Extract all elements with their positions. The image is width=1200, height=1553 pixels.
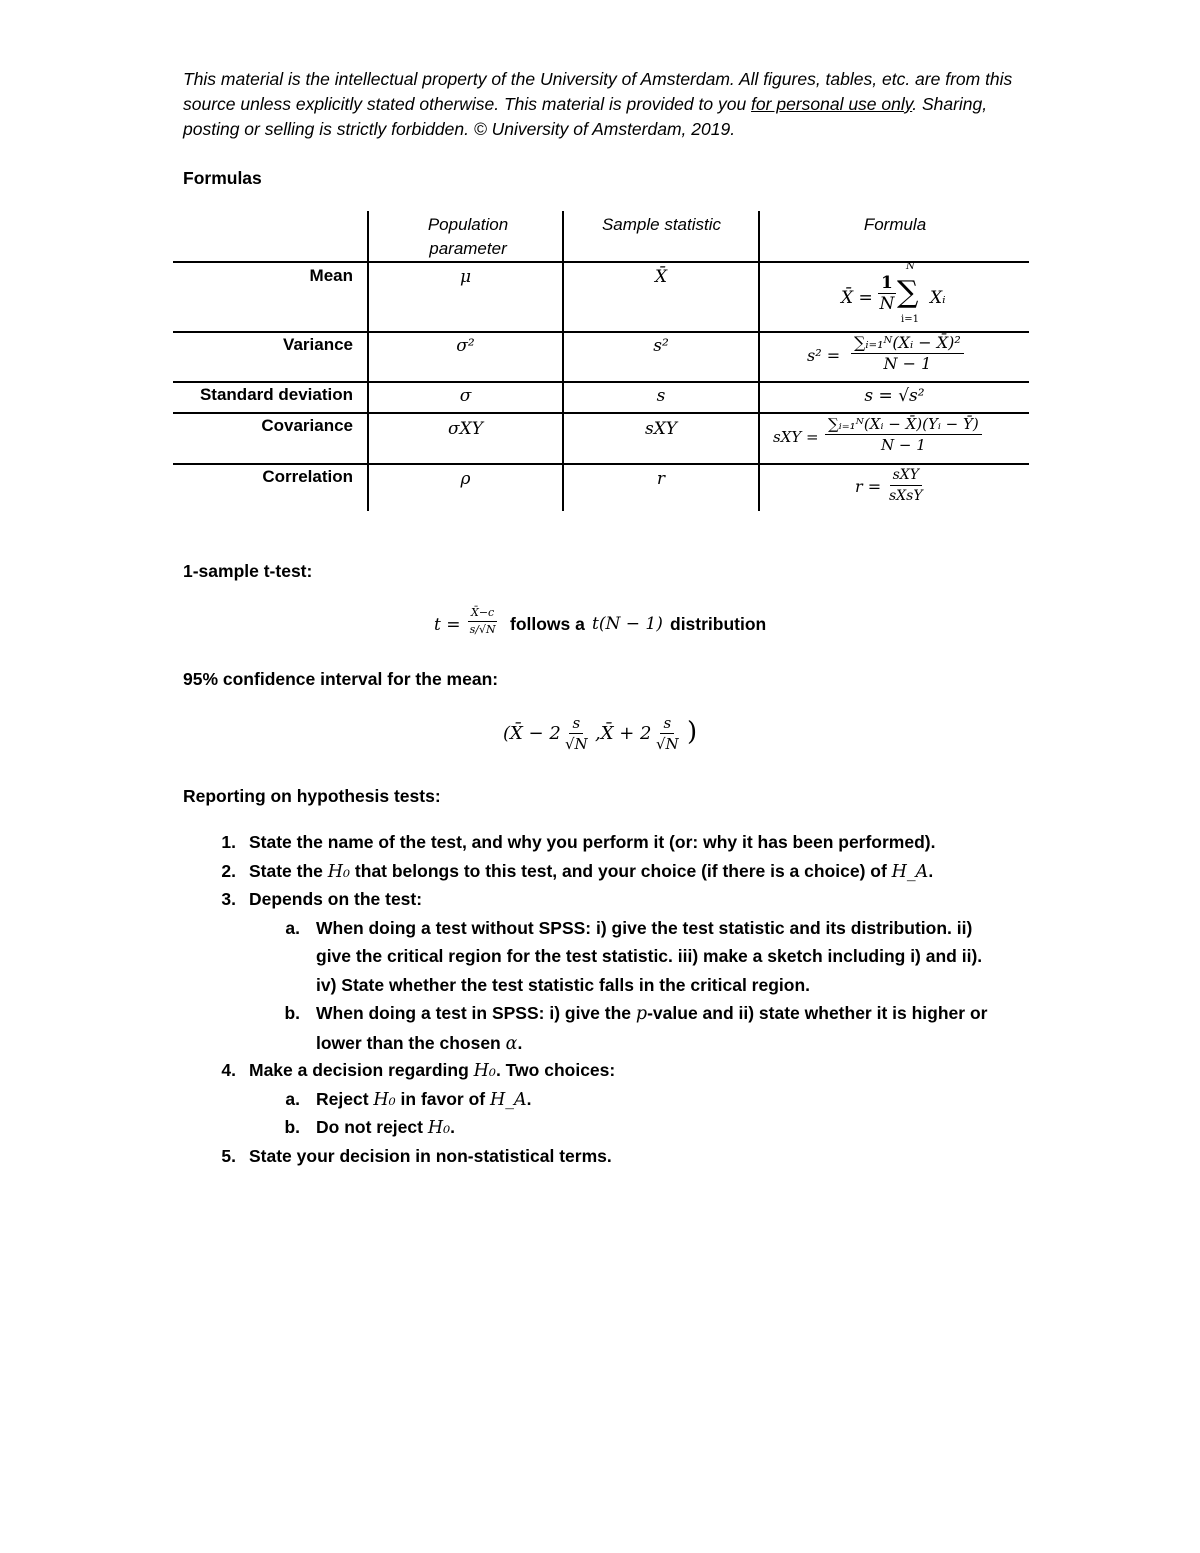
list-item-text-part: When doing a test in SPSS: i) give the <box>316 1003 636 1023</box>
list-item-text <box>316 1113 1006 1143</box>
reporting-list <box>183 828 1013 1170</box>
covariance-fraction-num: ∑ᵢ₌₁ᴺ(Xᵢ − X̄)(Yᵢ − Ȳ) <box>825 414 982 435</box>
math-h0: H₀ <box>473 1061 496 1081</box>
list-item-text-part: Make a decision regarding <box>249 1060 474 1080</box>
sd-population: σ <box>459 386 472 406</box>
mean-fraction-den: N <box>879 294 895 314</box>
list-item-number: 4. <box>221 1060 236 1080</box>
variance-fraction <box>851 333 964 374</box>
ci-left-part: (X̄ − 2 <box>503 723 561 744</box>
table-divider <box>758 211 760 511</box>
list-subitem <box>183 1085 1013 1114</box>
ci-fraction-right-num: s <box>660 713 674 734</box>
list-item-text <box>316 1085 1006 1115</box>
row-label-covariance: Covariance <box>261 416 353 435</box>
ci-heading: 95% confidence interval for the mean: <box>183 669 499 689</box>
list-item-text-part: . <box>526 1088 532 1109</box>
list-item <box>183 1056 1013 1085</box>
variance-population: σ² <box>456 336 475 356</box>
list-subitem <box>183 999 1013 1056</box>
table-divider <box>367 211 369 511</box>
ttest-heading-text: -sample t-test: <box>192 561 313 581</box>
table-rule <box>173 381 1029 383</box>
list-item-number: 2. <box>221 860 236 881</box>
correlation-fraction-num: sXY <box>890 465 922 486</box>
covariance-formula <box>773 414 1027 462</box>
notice-text-part2: . Sharing, posting or selling is strictly forbidden. © University of Amsterdam, 2019. <box>183 94 988 139</box>
mean-sample: X̄ <box>654 267 668 287</box>
math-ha: H_A <box>489 1089 527 1110</box>
mean-population: μ <box>459 267 472 287</box>
mean-formula-lhs: X̄ = <box>841 288 873 308</box>
variance-formula <box>807 333 1027 379</box>
ci-fraction-left-den: √N <box>565 735 588 753</box>
header-population-parameter: Population parameter <box>427 215 509 258</box>
ttest-fraction <box>468 605 497 638</box>
list-item-text: State your decision in non-statistical terms. <box>249 1145 612 1166</box>
covariance-population: σXY <box>448 419 483 439</box>
covariance-sample: sXY <box>644 419 678 439</box>
sum-upper-limit: N <box>906 261 915 272</box>
list-item-text-part: in favor of <box>395 1088 490 1109</box>
list-item-number: b. <box>284 1003 300 1023</box>
correlation-formula-lhs: r = <box>855 477 882 496</box>
notice-underlined-text: for personal use only <box>751 94 913 114</box>
math-p: p <box>635 1004 648 1024</box>
list-item-text <box>316 999 1006 1058</box>
list-item-text: Depends on the test: <box>249 889 423 909</box>
mean-formula <box>841 261 1021 329</box>
sd-sample: s <box>656 386 666 406</box>
ci-fraction-right <box>656 713 679 754</box>
ci-mid-part: ,X̄ + 2 <box>595 723 652 744</box>
ci-fraction-right-den: √N <box>656 735 679 753</box>
list-item-number: 3. <box>221 889 236 909</box>
correlation-fraction <box>889 465 923 506</box>
list-item-number: 5. <box>221 1145 236 1166</box>
variance-formula-lhs: s² = <box>807 346 841 365</box>
list-item-number: a. <box>285 1088 300 1109</box>
row-label-mean: Mean <box>309 266 353 285</box>
list-item-text <box>249 857 933 887</box>
list-item <box>183 885 1013 914</box>
ttest-follows-text: follows a <box>510 614 585 634</box>
sum-sign: ∑ <box>897 275 919 310</box>
row-label-standard-deviation: Standard deviation <box>199 385 353 404</box>
list-item-text <box>249 1056 615 1086</box>
list-item-text-part: . <box>928 860 934 881</box>
ci-fraction-left <box>565 713 588 754</box>
list-item-text-part: -value and ii) state whether it is higher or lower than the chosen <box>316 1003 988 1053</box>
covariance-fraction <box>825 414 982 455</box>
list-item-number: b. <box>284 1117 300 1137</box>
list-item-text-part: Do not reject <box>316 1117 428 1137</box>
variance-fraction-den: N − 1 <box>883 354 932 373</box>
math-h0: H₀ <box>327 861 351 882</box>
list-subitem <box>183 914 1013 1000</box>
list-item-text-part: . <box>450 1117 455 1137</box>
math-h0: H₀ <box>373 1089 396 1110</box>
list-subitem <box>183 1113 1013 1142</box>
variance-fraction-num: ∑ᵢ₌₁ᴺ(Xᵢ − X̄)² <box>851 333 964 354</box>
table-rule <box>173 261 1029 263</box>
correlation-population: ρ <box>460 469 471 489</box>
header-formula: Formula <box>863 215 927 234</box>
ttest-fraction-den: s/√N <box>469 623 496 636</box>
list-item-text-part: . Two choices: <box>495 1060 616 1080</box>
math-ha: H_A <box>891 861 929 882</box>
list-item-text: When doing a test without SPSS: i) give the test statistic and its distribution. ii) give the critical region for the test statistic. iii) make a sketch including i) and ii). iv) State whether the test statistic falls in the critical region. <box>316 917 983 995</box>
ttest-heading <box>183 561 312 582</box>
list-item <box>183 1142 1013 1171</box>
sd-formula: s = √s² <box>864 386 925 406</box>
list-item <box>183 828 1013 857</box>
formulas-table <box>173 211 1029 511</box>
formulas-heading: Formulas <box>183 168 262 188</box>
header-sample-statistic: Sample statistic <box>601 215 722 234</box>
mean-formula-summand: Xᵢ <box>930 288 946 308</box>
math-alpha: α <box>505 1033 518 1054</box>
list-item <box>183 857 1013 886</box>
correlation-sample: r <box>656 469 666 489</box>
list-item-number: 1. <box>221 832 236 852</box>
ttest-distribution-word: distribution <box>670 614 767 634</box>
math-h0: H₀ <box>427 1118 451 1138</box>
ttest-distribution-math: t(N − 1) <box>592 614 663 634</box>
list-item-text-part: that belongs to this test, and your choice (if there is a choice) of <box>350 860 892 881</box>
sum-lower-limit: i=1 <box>901 314 919 325</box>
table-divider <box>562 211 564 511</box>
notice-text-part1: This material is the intellectual property of the University of Amsterdam. All figures, tables, etc. are from this source unless explicitly stated otherwise. This material is provided to you <box>183 69 1013 114</box>
ci-fraction-left-num: s <box>569 713 583 734</box>
variance-sample: s² <box>653 336 669 356</box>
reporting-heading: Reporting on hypothesis tests: <box>183 786 441 806</box>
list-item-text-part: State the <box>249 860 328 881</box>
covariance-formula-lhs: sXY = <box>773 428 819 446</box>
list-item-text-part: Reject <box>316 1088 374 1109</box>
correlation-fraction-den: sXsY <box>889 488 923 504</box>
list-item-number: a. <box>285 917 300 938</box>
copyright-notice <box>183 67 1013 142</box>
ttest-fraction-num: X̄−c <box>468 605 497 622</box>
list-item-text: State the name of the test, and why you perform it (or: why it has been performed). <box>249 832 936 852</box>
ttest-formula <box>434 605 834 645</box>
correlation-formula <box>855 465 975 511</box>
mean-fraction-num: 1 <box>878 273 896 294</box>
mean-fraction <box>878 273 896 314</box>
ttest-heading-number: 1 <box>183 561 193 581</box>
ttest-lhs: t = <box>434 615 461 635</box>
covariance-fraction-den: N − 1 <box>880 436 926 454</box>
row-label-correlation: Correlation <box>262 467 353 486</box>
ci-close-paren: ) <box>687 717 698 747</box>
row-label-variance: Variance <box>283 335 353 354</box>
ci-formula <box>503 711 723 767</box>
list-item-text-part: . <box>517 1032 523 1053</box>
